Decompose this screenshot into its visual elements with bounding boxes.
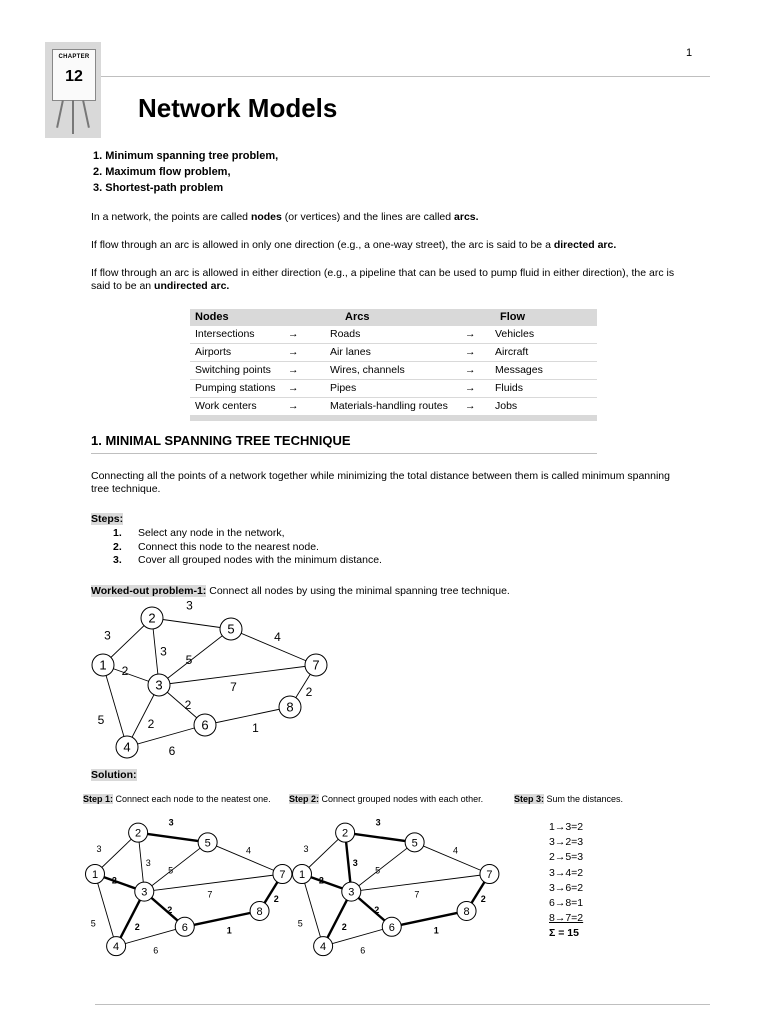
graph-edge: [185, 911, 260, 927]
step1-text: Connect each node to the neatest one.: [113, 794, 271, 804]
step-text: Select any node in the network,: [138, 527, 285, 539]
arrow-icon: →: [465, 364, 476, 376]
graph-node-label: 3: [348, 886, 355, 899]
graph-node-label: 5: [411, 837, 418, 850]
col-header-flow: Flow: [500, 311, 526, 323]
step3-text: Sum the distances.: [544, 794, 624, 804]
sum-total: Σ = 15: [549, 927, 579, 940]
step3-label: Step 3:: [514, 794, 545, 804]
cell-flow: Messages: [495, 364, 543, 376]
graph-edge: [138, 833, 208, 843]
problem-label: Worked-out problem-1:: [91, 585, 207, 597]
edge-weight-label: 2: [273, 893, 279, 904]
edge-weight-label: 5: [297, 918, 303, 929]
p3-line1: If flow through an arc is allowed in either direction (e.g., a pipeline that can be used to pump fluid in either direction), the arc is: [91, 267, 675, 279]
edge-weight-label: 2: [318, 875, 324, 886]
edge-weight-label: 3: [104, 628, 111, 643]
step-text: Connect this node to the nearest node.: [138, 540, 319, 553]
graph-node-label: 4: [123, 739, 131, 755]
sum-line: 3→4=2: [549, 866, 584, 879]
edge-weight-label: 6: [168, 744, 176, 758]
graph-edge: [351, 842, 414, 891]
solution-label-wrap: [91, 769, 137, 782]
graph-node-label: 8: [286, 699, 294, 715]
p1-bold-nodes: nodes: [250, 211, 282, 223]
p1-bold-arcs: arcs.: [454, 211, 479, 223]
edge-weight-label: 3: [303, 844, 309, 855]
definition-line: tree technique.: [91, 483, 161, 495]
p2-bold: directed arc.: [553, 239, 617, 251]
arrow-icon: →: [288, 364, 299, 376]
section-title: 1. MINIMAL SPANNING TREE TECHNIQUE: [91, 433, 351, 448]
edge-weight-label: 7: [230, 680, 237, 694]
cell-node: Intersections: [195, 328, 255, 340]
topic-item: 1. Minimum spanning tree problem,: [93, 150, 279, 162]
graph-node-label: 4: [113, 941, 120, 954]
graph-edge: [116, 927, 185, 946]
chapter-label: CHAPTER: [58, 54, 90, 60]
page-number: 1: [686, 47, 693, 59]
sum-line: 6→8=1: [549, 897, 584, 910]
graph-node-label: 8: [463, 905, 470, 918]
graph-edge: [323, 927, 392, 946]
step2-caption: [289, 794, 483, 804]
arrow-icon: →: [288, 382, 299, 394]
edge-weight-label: 4: [453, 845, 459, 856]
step-text: Cover all grouped nodes with the minimum distance.: [138, 554, 382, 566]
distance-sum: [549, 820, 583, 942]
edge-weight-label: 3: [375, 817, 381, 828]
graph-node-label: 6: [181, 921, 188, 934]
step2-network-graph: [293, 818, 499, 956]
p1-text2: (or vertices) and the lines are called: [281, 211, 455, 223]
edge-weight-label: 6: [360, 945, 366, 956]
step-number: 1.: [113, 527, 122, 539]
arrow-icon: →: [465, 346, 476, 358]
cell-node: Switching points: [195, 364, 271, 376]
graph-node-label: 4: [320, 941, 327, 954]
edge-weight-label: 2: [134, 921, 140, 932]
graph-edge: [159, 665, 316, 685]
graph-edge: [205, 707, 290, 725]
graph-edge: [127, 725, 205, 747]
graph-node-label: 7: [312, 657, 320, 673]
col-header-nodes: Nodes: [195, 311, 229, 323]
col-header-arcs: Arcs: [345, 311, 370, 323]
graph-edge: [144, 874, 282, 892]
graph-node-label: 6: [388, 921, 395, 934]
graph-node-label: 2: [148, 610, 156, 626]
solution-label: Solution:: [91, 769, 137, 781]
edge-weight-label: 2: [121, 664, 129, 678]
step-number: 2.: [113, 540, 122, 553]
edge-weight-label: 2: [341, 921, 347, 932]
p1-text: In a network, the points are called: [91, 211, 251, 223]
arrow-icon: →: [465, 382, 476, 394]
sum-line: 8→7=2: [549, 912, 584, 925]
page-title: Network Models: [138, 93, 338, 123]
problem-text: Connect all nodes by using the minimal spanning tree technique.: [206, 585, 510, 597]
step-number: 3.: [113, 554, 122, 566]
edge-weight-label: 3: [352, 858, 358, 869]
steps-label: Steps:: [91, 513, 124, 525]
graph-node-label: 3: [155, 677, 163, 693]
edge-weight-label: 2: [111, 875, 117, 886]
edge-weight-label: 3: [145, 858, 151, 869]
edge-weight-label: 2: [184, 698, 192, 712]
graph-edge: [152, 618, 231, 629]
cell-flow: Fluids: [495, 382, 524, 394]
topic-item: 3. Shortest-path problem: [93, 182, 224, 194]
graph-node-label: 1: [99, 657, 107, 673]
cell-node: Work centers: [195, 400, 257, 412]
arrow-icon: →: [288, 400, 299, 412]
graph-node-label: 7: [279, 868, 286, 881]
graph-edge: [144, 842, 207, 891]
graph-node-label: 3: [141, 886, 148, 899]
edge-weight-label: 4: [274, 630, 281, 644]
graph-edge: [415, 842, 490, 874]
arrow-icon: →: [465, 400, 476, 412]
graph-node-label: 6: [201, 717, 209, 733]
chapter-number: 12: [65, 68, 83, 85]
graph-edge: [345, 833, 415, 843]
edge-weight-label: 3: [96, 844, 102, 855]
footer-divider: [95, 1004, 710, 1005]
edge-weight-label: 5: [185, 653, 193, 667]
edge-weight-label: 2: [480, 893, 486, 904]
edge-weight-label: 5: [168, 865, 174, 876]
graph-node-label: 7: [486, 868, 493, 881]
edge-weight-label: 6: [153, 945, 159, 956]
graph-node-label: 2: [135, 827, 142, 840]
sum-line: 2→5=3: [549, 851, 584, 864]
edge-weight-label: 5: [90, 918, 96, 929]
main-network-graph: [92, 599, 327, 759]
cell-arc: Materials-handling routes: [330, 400, 448, 412]
graph-node-label: 8: [256, 905, 263, 918]
p3-text: said to be an: [91, 280, 155, 292]
graph-edge: [159, 629, 231, 685]
edge-weight-label: 7: [414, 889, 420, 900]
graph-node-label: 1: [91, 868, 99, 881]
edge-weight-label: 1: [433, 925, 439, 936]
cell-node: Airports: [195, 346, 232, 358]
arrow-icon: →: [288, 328, 299, 340]
edge-weight-label: 3: [168, 817, 174, 828]
cell-arc: Pipes: [330, 382, 357, 394]
sum-line: 1→3=2: [549, 821, 584, 833]
step3-caption: [514, 794, 623, 804]
arrow-icon: →: [288, 346, 299, 358]
step1-caption: [83, 794, 271, 804]
step2-label: Step 2:: [289, 794, 320, 804]
cell-flow: Aircraft: [495, 346, 529, 358]
sum-line: 3→2=3: [549, 836, 584, 849]
graph-node-label: 1: [298, 868, 306, 881]
edge-weight-label: 5: [97, 713, 105, 727]
edge-weight-label: 3: [160, 644, 167, 659]
cell-arc: Roads: [330, 328, 361, 340]
edge-weight-label: 1: [252, 721, 259, 735]
edge-weight-label: 5: [375, 865, 381, 876]
cell-flow: Jobs: [495, 400, 518, 412]
graph-node-label: 2: [342, 827, 349, 840]
edge-weight-label: 2: [147, 717, 155, 731]
step1-network-graph: [86, 818, 292, 956]
p3-bold: undirected arc.: [154, 280, 230, 292]
graph-edge: [392, 911, 467, 927]
step1-label: Step 1:: [83, 794, 114, 804]
p2-text: If flow through an arc is allowed in only one direction (e.g., a one-way street), the arc is said to be a: [91, 239, 554, 251]
graph-edge: [208, 842, 283, 874]
edge-weight-label: 7: [207, 889, 213, 900]
sum-line: 3→6=2: [549, 881, 584, 894]
cell-node: Pumping stations: [195, 382, 276, 394]
edge-weight-label: 4: [246, 845, 252, 856]
edge-weight-label: 2: [374, 905, 380, 916]
edge-weight-label: 3: [186, 598, 193, 613]
cell-arc: Air lanes: [330, 346, 371, 358]
edge-weight-label: 2: [305, 685, 313, 699]
graph-edge: [351, 874, 489, 892]
edge-weight-label: 1: [226, 925, 232, 936]
graph-node-label: 5: [204, 837, 211, 850]
arrow-icon: →: [465, 328, 476, 340]
cell-flow: Vehicles: [495, 328, 535, 340]
definition-line: Connecting all the points of a network together while minimizing the total distance between them is called minimum spanning: [91, 470, 670, 482]
step2-text: Connect grouped nodes with each other.: [319, 794, 484, 804]
graph-node-label: 5: [227, 621, 235, 637]
edge-weight-label: 2: [167, 905, 173, 916]
topic-item: 2. Maximum flow problem,: [93, 166, 231, 178]
cell-arc: Wires, channels: [330, 364, 405, 376]
